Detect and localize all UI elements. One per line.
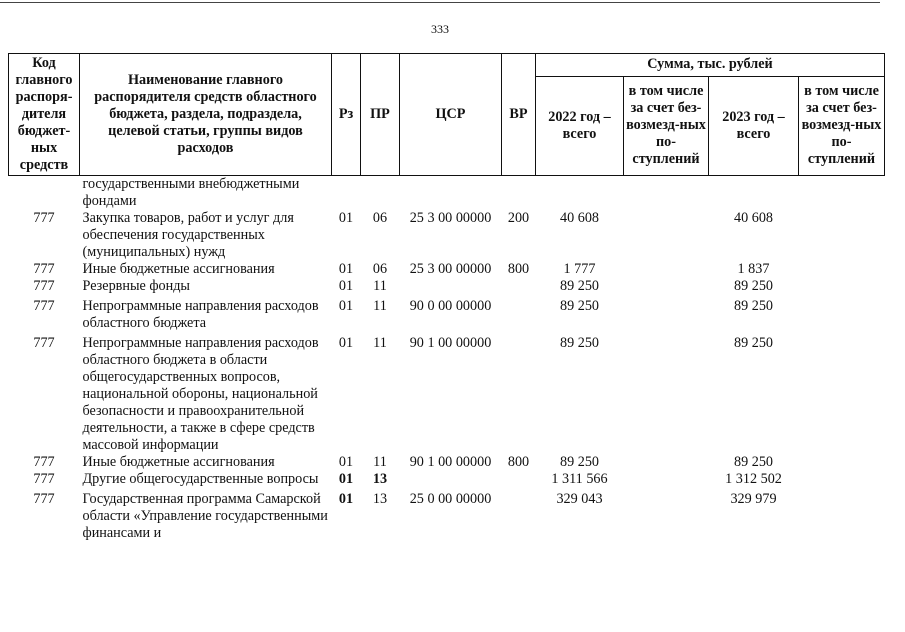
row-name: Иные бюджетные ассигнования bbox=[82, 454, 275, 470]
row-sum-2023: 329 979 bbox=[730, 491, 777, 507]
table-row bbox=[9, 176, 885, 211]
row-free-2022 bbox=[624, 210, 709, 261]
table-header bbox=[9, 54, 885, 176]
row-free-2023 bbox=[799, 210, 885, 261]
header-sum: Сумма, тыс. рублей bbox=[536, 54, 885, 77]
row-vr: 800 bbox=[507, 261, 530, 277]
row-name: Государственная программа Самарской области «Управление государственными финансами и bbox=[82, 491, 328, 541]
row-sum-2022: 329 043 bbox=[556, 491, 603, 507]
row-code: 777 bbox=[33, 298, 55, 314]
row-vr bbox=[502, 332, 536, 454]
row-sum-2023: 40 608 bbox=[733, 210, 773, 226]
table-row bbox=[9, 332, 885, 454]
row-rz: 01 bbox=[338, 471, 354, 487]
row-code: 777 bbox=[33, 278, 55, 294]
row-free-2022 bbox=[624, 176, 709, 211]
table-row bbox=[9, 454, 885, 471]
row-sum-2023: 89 250 bbox=[733, 454, 773, 470]
row-csr: 90 1 00 00000 bbox=[409, 454, 492, 470]
header-rz: Рз bbox=[332, 54, 361, 176]
row-name: Другие общегосударственные вопросы bbox=[82, 471, 319, 487]
row-name: Иные бюджетные ассигнования bbox=[82, 261, 275, 277]
row-rz: 01 bbox=[338, 454, 354, 470]
row-sum-2022: 40 608 bbox=[559, 210, 599, 226]
header-pr: ПР bbox=[361, 54, 400, 176]
row-rz bbox=[332, 176, 361, 211]
table-row bbox=[9, 488, 885, 542]
row-vr: 800 bbox=[507, 454, 530, 470]
row-pr: 13 bbox=[372, 491, 388, 507]
row-vr bbox=[502, 176, 536, 211]
row-pr: 11 bbox=[373, 278, 387, 294]
row-csr bbox=[400, 471, 502, 488]
row-free-2023 bbox=[799, 488, 885, 542]
row-code: 777 bbox=[33, 491, 55, 507]
row-sum-2023: 1 837 bbox=[737, 261, 770, 277]
row-rz: 01 bbox=[338, 335, 354, 351]
row-name: Закупка товаров, работ и услуг для обеспечения государственных (муниципальных) нужд bbox=[82, 210, 294, 260]
budget-table bbox=[8, 53, 885, 542]
row-sum-2022: 89 250 bbox=[559, 335, 599, 351]
row-free-2023 bbox=[799, 278, 885, 295]
row-csr: 25 3 00 00000 bbox=[409, 210, 492, 226]
table-row bbox=[9, 210, 885, 261]
header-2022-free: в том числе за счет без-возмезд-ных по-ступлений bbox=[624, 76, 709, 175]
row-code: 777 bbox=[33, 335, 55, 351]
row-free-2023 bbox=[799, 454, 885, 471]
row-rz: 01 bbox=[338, 278, 354, 294]
row-code: 777 bbox=[33, 471, 55, 487]
row-sum-2022: 89 250 bbox=[559, 454, 599, 470]
row-rz: 01 bbox=[338, 298, 354, 314]
table-row bbox=[9, 278, 885, 295]
header-2023-total: 2023 год – всего bbox=[709, 76, 799, 175]
row-code: 777 bbox=[33, 454, 55, 470]
row-free-2022 bbox=[624, 454, 709, 471]
row-pr: 11 bbox=[373, 335, 387, 351]
row-sum-2022: 89 250 bbox=[559, 278, 599, 294]
row-csr bbox=[400, 278, 502, 295]
row-rz: 01 bbox=[338, 491, 354, 507]
row-free-2022 bbox=[624, 488, 709, 542]
row-name: государственными внебюджетными фондами bbox=[82, 176, 300, 209]
row-pr bbox=[361, 176, 400, 211]
header-code: Код главного распоря-дителя бюджет-ных средств bbox=[9, 54, 80, 176]
row-sum-2022: 1 777 bbox=[563, 261, 596, 277]
row-pr: 11 bbox=[373, 298, 387, 314]
row-vr bbox=[502, 488, 536, 542]
row-sum-2022: 1 311 566 bbox=[551, 471, 608, 487]
table-body bbox=[9, 176, 885, 543]
row-code: 777 bbox=[33, 210, 55, 226]
row-free-2022 bbox=[624, 278, 709, 295]
row-pr: 06 bbox=[372, 210, 388, 226]
row-csr: 25 0 00 00000 bbox=[409, 491, 492, 507]
row-free-2023 bbox=[799, 295, 885, 332]
row-csr: 25 3 00 00000 bbox=[409, 261, 492, 277]
row-free-2023 bbox=[799, 176, 885, 211]
table-row bbox=[9, 295, 885, 332]
row-sum-2023: 89 250 bbox=[733, 335, 773, 351]
row-csr: 90 0 00 00000 bbox=[409, 298, 492, 314]
row-free-2022 bbox=[624, 471, 709, 488]
header-name: Наименование главного распорядителя средств областного бюджета, раздела, подраздела, целевой статьи, группы видов расходов bbox=[80, 54, 332, 176]
table-row bbox=[9, 471, 885, 488]
row-sum-2022: 89 250 bbox=[559, 298, 599, 314]
row-name: Непрограммные направления расходов областного бюджета bbox=[82, 298, 319, 331]
row-free-2022 bbox=[624, 332, 709, 454]
row-free-2023 bbox=[799, 332, 885, 454]
row-csr bbox=[400, 176, 502, 211]
row-sum-2023: 89 250 bbox=[733, 298, 773, 314]
row-rz: 01 bbox=[338, 261, 354, 277]
row-vr: 200 bbox=[507, 210, 530, 226]
row-free-2022 bbox=[624, 261, 709, 278]
top-rule bbox=[0, 2, 880, 3]
row-rz: 01 bbox=[338, 210, 354, 226]
header-2023-free: в том числе за счет без-возмезд-ных по-ступлений bbox=[799, 76, 885, 175]
row-pr: 13 bbox=[372, 471, 388, 487]
row-sum-2023 bbox=[709, 176, 799, 211]
row-name: Непрограммные направления расходов областного бюджета в области общегосударственных вопросов, национальной обороны, национальной безопасности и правоохранительной деятельности, а также в сфере средств массовой информации bbox=[82, 335, 319, 453]
header-vr: ВР bbox=[502, 54, 536, 176]
row-vr bbox=[502, 471, 536, 488]
page-number: 333 bbox=[431, 22, 449, 36]
row-sum-2022 bbox=[536, 176, 624, 211]
row-pr: 06 bbox=[372, 261, 388, 277]
row-free-2023 bbox=[799, 261, 885, 278]
header-2022-total: 2022 год – всего bbox=[536, 76, 624, 175]
row-sum-2023: 1 312 502 bbox=[725, 471, 782, 487]
row-free-2022 bbox=[624, 295, 709, 332]
row-vr bbox=[502, 278, 536, 295]
row-free-2023 bbox=[799, 471, 885, 488]
row-sum-2023: 89 250 bbox=[733, 278, 773, 294]
row-pr: 11 bbox=[373, 454, 387, 470]
table-row bbox=[9, 261, 885, 278]
row-code bbox=[9, 176, 80, 211]
row-code: 777 bbox=[33, 261, 55, 277]
row-name: Резервные фонды bbox=[82, 278, 190, 294]
row-csr: 90 1 00 00000 bbox=[409, 335, 492, 351]
header-csr: ЦСР bbox=[400, 54, 502, 176]
row-vr bbox=[502, 295, 536, 332]
